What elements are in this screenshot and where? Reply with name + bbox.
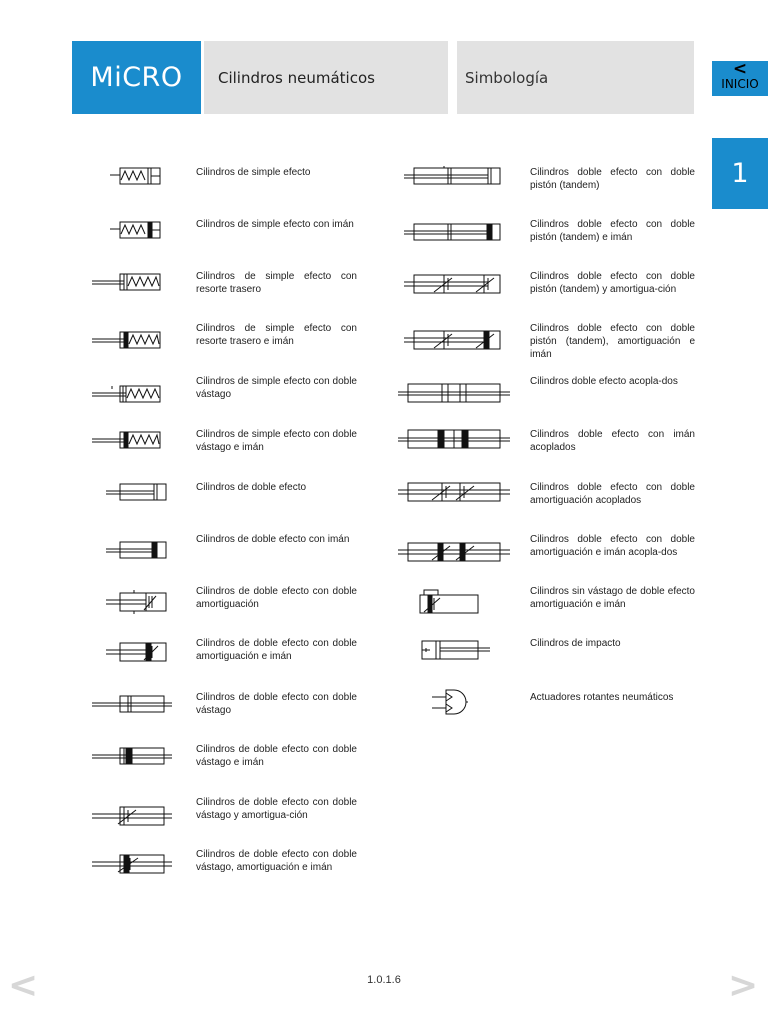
coupled-cylinders-symbol [398,382,510,404]
previous-page-arrow-icon[interactable]: < [8,965,39,1006]
single-acting-double-rod-magnet-cylinder-symbol [92,430,170,450]
symbol-description: Cilindros de doble efecto con doble amortiguación [196,586,357,611]
symbol-description: Cilindros de doble efecto con doble vástago y amortigua-ción [196,797,357,822]
symbol-description: Cilindros de doble efecto con doble vástago e imán [196,744,357,769]
symbol-description: Cilindros de simple efecto [196,167,311,178]
symbol-description: Cilindros doble efecto con imán acoplados [530,429,695,454]
symbol-description: Cilindros doble efecto con doble amortiguación e imán acopla-dos [530,534,695,559]
next-page-arrow-icon[interactable]: > [728,965,759,1006]
coupled-cushioned-magnet-cylinders-symbol [398,540,510,564]
symbol-description: Cilindros doble efecto con doble pistón (tandem), amortiguación e imán [530,323,695,361]
symbol-description: Actuadores rotantes neumáticos [530,692,674,703]
rodless-cylinder-symbol [418,588,482,616]
home-button-label: INICIO [721,77,759,91]
chapter-tab[interactable]: 1 [712,138,768,209]
symbol-description: Cilindros de impacto [530,638,621,649]
brand-logo: MiCRO [72,41,201,114]
symbol-description: Cilindros de simple efecto con resorte trasero e imán [196,323,357,348]
symbol-description: Cilindros de doble efecto con doble amortiguación e imán [196,638,357,663]
section-title: Simbología [457,41,694,114]
single-acting-rear-spring-cylinder-symbol [92,272,170,292]
double-acting-double-rod-cushioned-magnet-cylinder-symbol [92,852,172,876]
double-acting-cushioned-magnet-cylinder-symbol [106,640,170,664]
impact-cylinder-symbol [418,638,490,662]
single-acting-cylinder-magnet-symbol [110,220,170,240]
symbol-description: Cilindros de doble efecto con doble vástago [196,692,357,717]
double-acting-cylinder-symbol [106,482,170,502]
symbol-description: Cilindros doble efecto con doble pistón (tandem) [530,167,695,192]
double-acting-cushioned-cylinder-symbol [106,590,170,614]
double-acting-double-rod-cushioned-cylinder-symbol [92,804,172,828]
rotary-actuator-symbol [432,688,468,718]
symbol-description: Cilindros doble efecto con doble amortiguación acoplados [530,482,695,507]
tandem-cushioned-cylinder-symbol [404,272,504,296]
double-acting-double-rod-cylinder-symbol [92,694,172,714]
symbol-description: Cilindros de doble efecto [196,482,307,493]
symbol-description: Cilindros de doble efecto con doble vástago, amortiguación e imán [196,849,357,874]
tandem-cylinder-symbol [404,166,504,186]
symbol-description: Cilindros doble efecto con doble pistón (tandem) y amortigua-ción [530,271,695,296]
symbol-description: Cilindros de simple efecto con doble vástago [196,376,357,401]
tandem-cushioned-magnet-cylinder-symbol [404,328,504,352]
home-button[interactable] [712,61,768,96]
symbol-description: Cilindros doble efecto con doble pistón (tandem) e imán [530,219,695,244]
chevron-left-icon: < [732,59,748,79]
symbol-description: Cilindros de simple efecto con doble vástago e imán [196,429,357,454]
double-acting-double-rod-magnet-cylinder-symbol [92,746,172,766]
single-acting-cylinder-symbol [110,166,170,186]
double-acting-magnet-cylinder-symbol [106,540,170,560]
single-acting-double-rod-cylinder-symbol [92,384,170,404]
symbol-description: Cilindros de doble efecto con imán [196,534,350,545]
symbol-description: Cilindros de simple efecto con resorte trasero [196,271,357,296]
coupled-magnet-cylinders-symbol [398,428,510,450]
page-title: Cilindros neumáticos [204,41,448,114]
symbol-description: Cilindros sin vástago de doble efecto amortiguación e imán [530,586,695,611]
symbol-description: Cilindros doble efecto acopla-dos [530,376,678,387]
single-acting-rear-spring-magnet-cylinder-symbol [92,330,170,350]
tandem-magnet-cylinder-symbol [404,222,504,242]
symbol-description: Cilindros de simple efecto con imán [196,219,354,230]
coupled-cushioned-cylinders-symbol [398,480,510,504]
page-number: 1.0.1.6 [367,974,401,986]
